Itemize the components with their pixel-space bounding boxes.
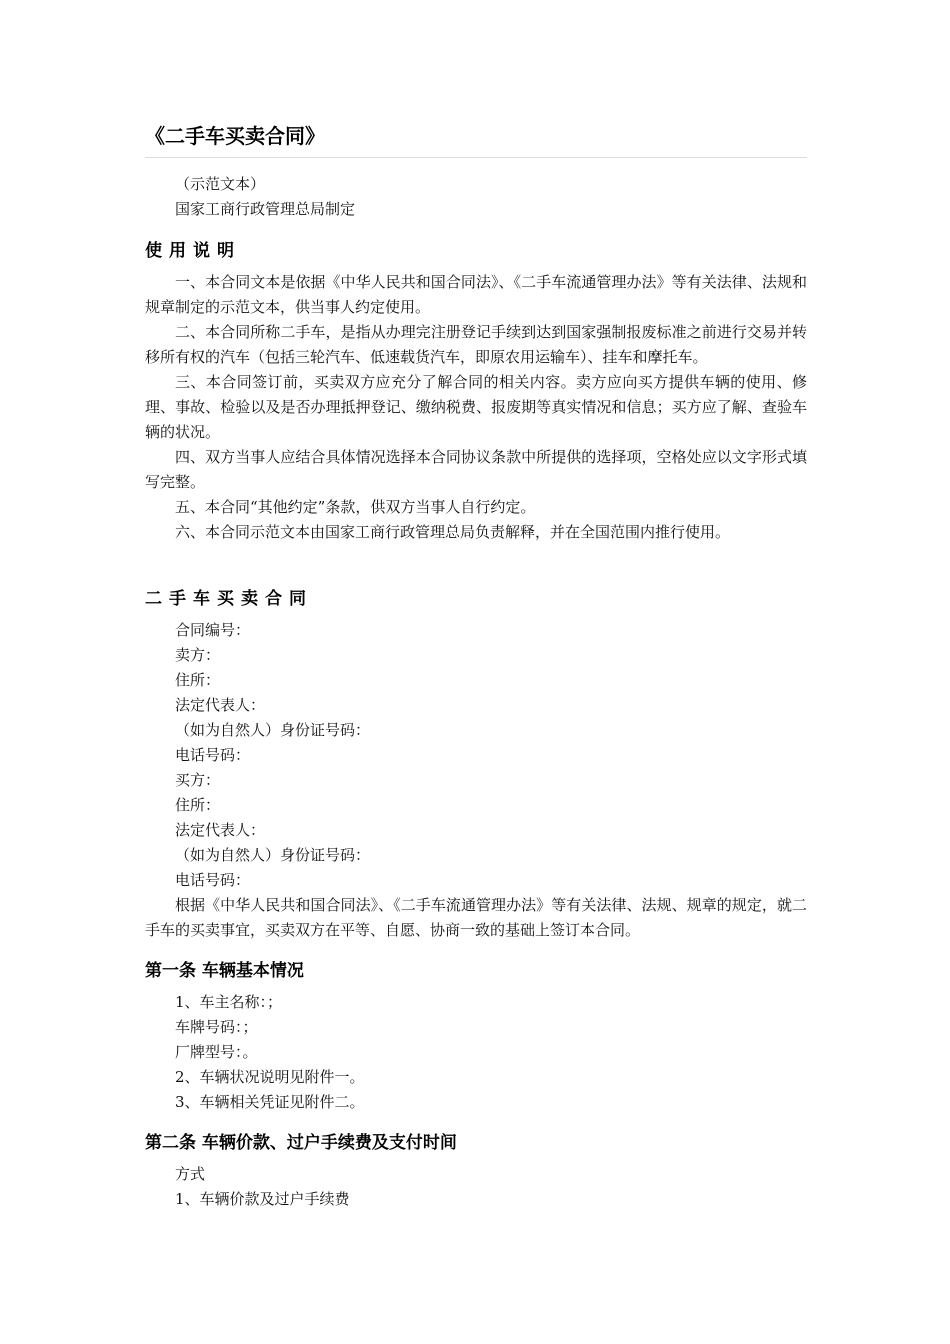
article-1-section <box>145 958 807 1115</box>
title-divider <box>145 157 807 158</box>
contract-section <box>145 586 807 943</box>
contract-number-field: 合同编号： <box>175 621 251 639</box>
buyer-address-field: 住所： <box>175 796 221 814</box>
buyer-field: 买方： <box>175 771 221 789</box>
article-2-heading: 第二条 车辆价款、过户手续费及支付时间 <box>145 1133 457 1153</box>
instruction-paragraph: 四、双方当事人应结合具体情况选择本合同协议条款中所提供的选择项，空格处应以文字形式填写完整。 <box>145 448 807 491</box>
instructions-heading: 使用说明 <box>145 241 241 261</box>
buyer-id-field: （如为自然人）身份证号码： <box>175 846 371 864</box>
buyer-phone-field: 电话号码： <box>175 871 251 889</box>
article-2-line: 方式 <box>175 1165 206 1183</box>
seller-address-field: 住所： <box>175 671 221 689</box>
article-1-line: 1、车主名称：； <box>175 993 283 1011</box>
instruction-paragraph: 五、本合同“其他约定”条款，供双方当事人自行约定。 <box>175 498 536 516</box>
document-intro <box>145 172 807 222</box>
article-1-line: 2、车辆状况说明见附件一。 <box>175 1068 365 1086</box>
buyer-representative-field: 法定代表人： <box>175 821 266 839</box>
seller-representative-field: 法定代表人： <box>175 696 266 714</box>
article-2-line: 1、车辆价款及过户手续费 <box>175 1190 350 1208</box>
article-1-line: 厂牌型号：。 <box>175 1043 258 1061</box>
document-issuer: 国家工商行政管理总局制定 <box>175 200 356 218</box>
seller-field: 卖方： <box>175 646 221 664</box>
contract-preamble: 根据《中华人民共和国合同法》、《二手车流通管理办法》等有关法律、法规、规章的规定，就二手车的买卖事宜，买卖双方在平等、自愿、协商一致的基础上签订本合同。 <box>145 896 807 939</box>
article-1-heading: 第一条 车辆基本情况 <box>145 961 304 981</box>
document-subtitle: （示范文本） <box>175 175 266 193</box>
instruction-paragraph: 六、本合同示范文本由国家工商行政管理总局负责解释，并在全国范围内推行使用。 <box>175 523 731 541</box>
instruction-paragraph: 二、本合同所称二手车，是指从办理完注册登记手续到达到国家强制报废标准之前进行交易并转移所有权的汽车（包括三轮汽车、低速载货汽车，即原农用运输车）、挂车和摩托车。 <box>145 323 807 366</box>
article-1-line: 3、车辆相关凭证见附件二。 <box>175 1093 365 1111</box>
article-1-line: 车牌号码：； <box>175 1018 258 1036</box>
seller-phone-field: 电话号码： <box>175 746 251 764</box>
contract-heading: 二手车买卖合同 <box>145 589 313 609</box>
document-title: 《二手车买卖合同》 <box>145 124 325 148</box>
seller-id-field: （如为自然人）身份证号码： <box>175 721 371 739</box>
instruction-paragraph: 三、本合同签订前，买卖双方应充分了解合同的相关内容。卖方应向买方提供车辆的使用、修理、事故、检验以及是否办理抵押登记、缴纳税费、报废期等真实情况和信息；买方应了解、查验车辆的状况。 <box>145 373 807 441</box>
instructions-section <box>145 238 807 545</box>
article-2-section <box>145 1130 807 1212</box>
instruction-paragraph: 一、本合同文本是依据《中华人民共和国合同法》、《二手车流通管理办法》等有关法律、法规和规章制定的示范文本，供当事人约定使用。 <box>145 273 807 316</box>
